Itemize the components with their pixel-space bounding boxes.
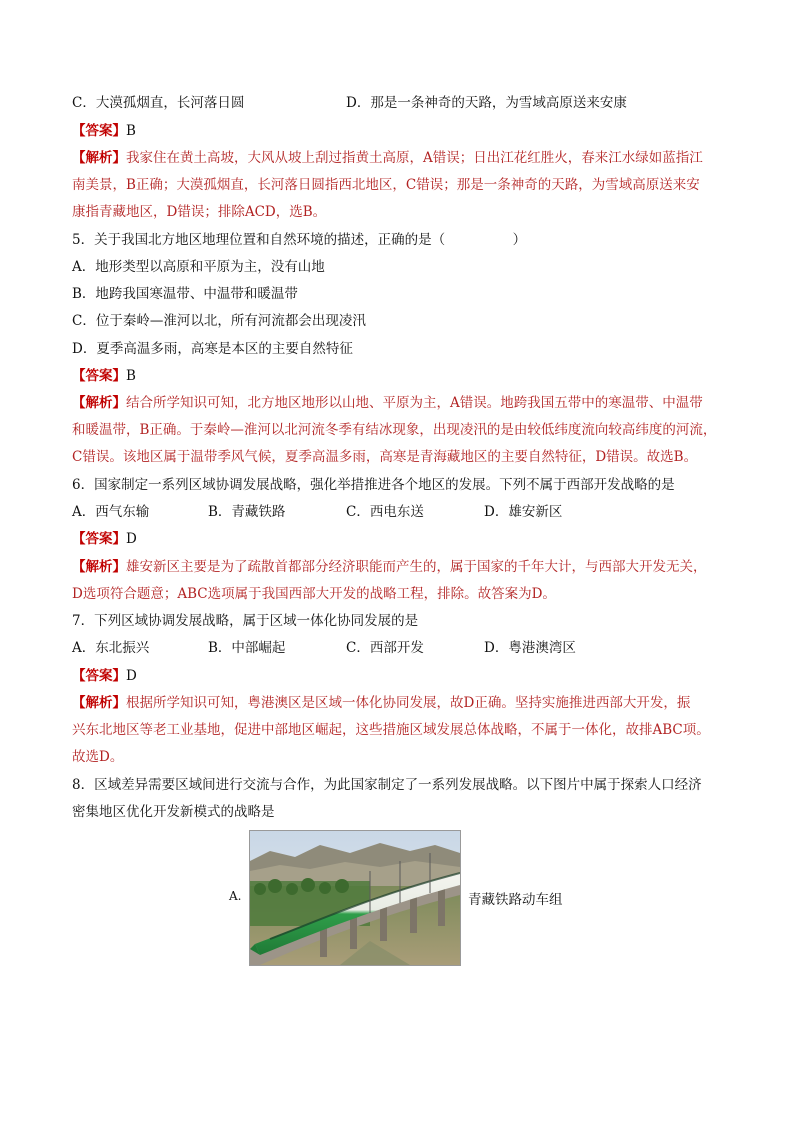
q5-option-c: C．位于秦岭—淮河以北，所有河流都会出现凌汛 <box>72 313 366 329</box>
q6-analysis-line: D选项符合题意；ABC选项属于我国西部大开发的战略工程，排除。故答案为D。 <box>72 586 556 602</box>
train-photo-image <box>250 831 460 965</box>
q7-option-c: C．西部开发 <box>346 640 424 656</box>
analysis-tag: 【解析】 <box>72 395 126 411</box>
analysis-tag: 【解析】 <box>72 559 126 575</box>
analysis-tag: 【解析】 <box>72 150 126 166</box>
answer-value: B <box>126 368 136 384</box>
q5-stem: 5．关于我国北方地区地理位置和自然环境的描述，正确的是（ ） <box>72 232 527 248</box>
q6-option-b: B．青藏铁路 <box>208 504 286 520</box>
q7-analysis-line: 兴东北地区等老工业基地，促进中部地区崛起，这些措施区域发展总体战略，不属于一体化，故排ABC项。 <box>72 722 710 738</box>
q6-answer <box>72 529 137 549</box>
q5-analysis-line: C错误。该地区属于温带季风气候，夏季高温多雨，高寒是青海藏地区的主要自然特征，D错误。故选B。 <box>72 449 698 465</box>
analysis-text: 结合所学知识可知，北方地区地形以山地、平原为主，A错误。地跨我国五带中的寒温带、中温带 <box>126 395 703 411</box>
q4-analysis-line: 康指青藏地区，D错误；排除ACD，选B。 <box>72 204 327 220</box>
q4-answer <box>72 121 136 141</box>
q5-analysis-line: 和暖温带，B正确。于秦岭—淮河以北河流冬季有结冰现象，出现凌汛的是由较低纬度流向较高纬度的河流， <box>72 422 717 438</box>
q7-option-d: D．粤港澳湾区 <box>484 640 576 656</box>
q5-option-a: A．地形类型以高原和平原为主，没有山地 <box>72 259 325 275</box>
q6-option-c: C．西电东送 <box>346 504 424 520</box>
train-photo <box>249 830 461 966</box>
q4-analysis-line <box>72 148 703 168</box>
answer-tag: 【答案】 <box>72 531 126 547</box>
q6-analysis-line <box>72 557 707 577</box>
q7-option-a: A．东北振兴 <box>72 640 150 656</box>
q6-option-d: D．雄安新区 <box>484 504 563 520</box>
answer-value: B <box>126 123 136 139</box>
q7-answer <box>72 666 137 686</box>
q5-analysis-line <box>72 393 703 413</box>
q7-option-b: B．中部崛起 <box>208 640 286 656</box>
q8-option-a-caption: 青藏铁路动车组 <box>468 892 563 908</box>
answer-tag: 【答案】 <box>72 123 126 139</box>
q4-analysis-line: 南美景，B正确；大漠孤烟直，长河落日圆指西北地区，C错误；那是一条神奇的天路，为雪域高原送来安 <box>72 177 700 193</box>
analysis-text: 根据所学知识可知，粤港澳区是区域一体化协同发展，故D正确。坚持实施推进西部大开发，振 <box>126 695 691 711</box>
q5-answer <box>72 366 136 386</box>
q4-option-d: D．那是一条神奇的天路，为雪域高原送来安康 <box>346 95 627 111</box>
analysis-text: 我家住在黄土高坡，大风从坡上刮过指黄土高原，A错误；日出江花红胜火，春来江水绿如蓝指江 <box>126 150 703 166</box>
q7-analysis-line <box>72 693 690 713</box>
q7-analysis-line: 故选D。 <box>72 749 124 765</box>
analysis-text: 雄安新区主要是为了疏散首都部分经济职能而产生的，属于国家的千年大计，与西部大开发无关， <box>126 559 707 575</box>
answer-tag: 【答案】 <box>72 668 126 684</box>
q4-option-c: C．大漠孤烟直，长河落日圆 <box>72 95 245 111</box>
analysis-tag: 【解析】 <box>72 695 126 711</box>
answer-tag: 【答案】 <box>72 368 126 384</box>
q8-option-a-letter: A. <box>229 889 242 903</box>
q6-option-a: A．西气东输 <box>72 504 150 520</box>
q8-stem: 8．区域差异需要区域间进行交流与合作，为此国家制定了一系列发展战略。以下图片中属于探索人口经济 <box>72 777 702 793</box>
q8-stem: 密集地区优化开发新模式的战略是 <box>72 804 275 820</box>
answer-value: D <box>126 668 137 684</box>
q7-stem: 7．下列区域协调发展战略，属于区域一体化协同发展的是 <box>72 613 419 629</box>
q5-option-b: B．地跨我国寒温带、中温带和暖温带 <box>72 286 298 302</box>
q6-stem: 6．国家制定一系列区域协调发展战略，强化举措推进各个地区的发展。下列不属于西部开发战略的是 <box>72 477 675 493</box>
answer-value: D <box>126 531 137 547</box>
q5-option-d: D．夏季高温多雨，高寒是本区的主要自然特征 <box>72 341 353 357</box>
